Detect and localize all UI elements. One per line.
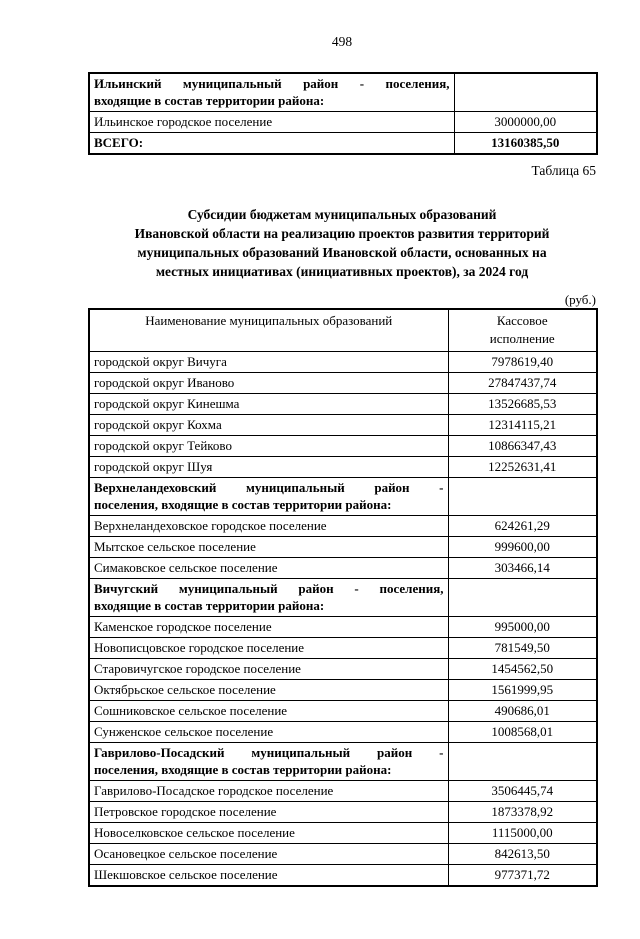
municipality-name-cell: Мытское сельское поселение	[89, 537, 448, 558]
value-cell: 999600,00	[448, 537, 597, 558]
table-row	[89, 73, 597, 112]
title-line: местных инициативах (инициативных проектов), за 2024 год	[155, 264, 529, 279]
table-row	[89, 701, 597, 722]
section-header-line: поселения, входящие в состав территории района:	[94, 762, 392, 777]
municipality-name-cell	[89, 73, 454, 112]
value-cell	[448, 478, 597, 516]
value-cell: 12314115,21	[448, 415, 597, 436]
ilinsky-district-table	[88, 72, 598, 155]
municipality-name-cell: городской округ Иваново	[89, 373, 448, 394]
table-row	[89, 823, 597, 844]
value-cell	[454, 73, 597, 112]
table-row	[89, 457, 597, 478]
municipality-name-cell: Осановецкое сельское поселение	[89, 844, 448, 865]
page-number: 498	[331, 34, 353, 49]
table-row	[89, 743, 597, 781]
section-header-line: входящие в состав территории района:	[94, 598, 325, 613]
municipality-name-cell	[89, 478, 448, 516]
value-cell: 10866347,43	[448, 436, 597, 457]
municipality-name-cell: Каменское городское поселение	[89, 617, 448, 638]
table-row	[89, 638, 597, 659]
municipality-name-cell: городской округ Кинешма	[89, 394, 448, 415]
value-cell: 995000,00	[448, 617, 597, 638]
municipality-name-cell: Сошниковское сельское поселение	[89, 701, 448, 722]
table-row	[89, 112, 597, 133]
title-line: муниципальных образований Ивановской области, основанных на	[137, 245, 547, 260]
table-row	[89, 436, 597, 457]
municipality-name-cell: Ильинское городское поселение	[89, 112, 454, 133]
section-header-line: Ильинский муниципальный район - поселения,	[94, 76, 450, 91]
value-cell: 490686,01	[448, 701, 597, 722]
value-cell: 13526685,53	[448, 394, 597, 415]
table-row	[89, 680, 597, 701]
table-row	[89, 617, 597, 638]
value-cell: 13160385,50	[454, 133, 597, 155]
value-cell: 1873378,92	[448, 802, 597, 823]
municipality-name-cell: Симаковское сельское поселение	[89, 558, 448, 579]
section-header-line: Верхнеландеховский муниципальный район -	[94, 480, 444, 495]
value-cell: 1008568,01	[448, 722, 597, 743]
document-page	[88, 34, 596, 887]
value-cell: 303466,14	[448, 558, 597, 579]
value-cell: 7978619,40	[448, 352, 597, 373]
municipality-name-cell: городской округ Тейково	[89, 436, 448, 457]
value-cell	[448, 579, 597, 617]
municipality-name-cell	[89, 579, 448, 617]
municipality-name-cell: городской округ Шуя	[89, 457, 448, 478]
municipality-name-cell: ВСЕГО:	[89, 133, 454, 155]
table-row	[89, 373, 597, 394]
section-header-line: Гаврилово-Посадский муниципальный район -	[94, 745, 444, 760]
municipality-name-cell: Старовичугское городское поселение	[89, 659, 448, 680]
column-header-value	[448, 309, 597, 352]
municipality-name-cell: Верхнеландеховское городское поселение	[89, 516, 448, 537]
section-header-line: входящие в состав территории района:	[94, 93, 325, 108]
value-cell	[448, 743, 597, 781]
municipality-name-cell: Гаврилово-Посадское городское поселение	[89, 781, 448, 802]
table-row	[89, 579, 597, 617]
table-row	[89, 394, 597, 415]
municipality-name-cell	[89, 743, 448, 781]
municipality-name-cell: Новописцовское городское поселение	[89, 638, 448, 659]
municipality-name-cell: Шекшовское сельское поселение	[89, 865, 448, 887]
value-cell: 3506445,74	[448, 781, 597, 802]
table-row	[89, 537, 597, 558]
table-row	[89, 865, 597, 887]
table-row	[89, 844, 597, 865]
table-row	[89, 802, 597, 823]
main-table-body	[89, 309, 597, 886]
header-row	[89, 309, 597, 352]
value-cell: 3000000,00	[454, 112, 597, 133]
value-cell: 781549,50	[448, 638, 597, 659]
municipality-name-cell: Новоселковское сельское поселение	[89, 823, 448, 844]
value-cell: 624261,29	[448, 516, 597, 537]
municipality-name-cell: Сунженское сельское поселение	[89, 722, 448, 743]
table-row	[89, 722, 597, 743]
section-header-line: Вичугский муниципальный район - поселения,	[94, 581, 444, 596]
column-header-value-line: Кассовое	[496, 313, 548, 328]
section-header-line: поселения, входящие в состав территории района:	[94, 497, 392, 512]
table-row	[89, 781, 597, 802]
title-line: Субсидии бюджетам муниципальных образований	[187, 207, 497, 222]
municipality-name-cell: городской округ Кохма	[89, 415, 448, 436]
value-cell: 1115000,00	[448, 823, 597, 844]
table-row	[89, 478, 597, 516]
table-row	[89, 352, 597, 373]
table-row	[89, 558, 597, 579]
unit-label: (руб.)	[564, 292, 596, 307]
table-row	[89, 133, 597, 155]
value-cell: 12252631,41	[448, 457, 597, 478]
value-cell: 977371,72	[448, 865, 597, 887]
title-line: Ивановской области на реализацию проектов развития территорий	[134, 226, 550, 241]
municipality-name-cell: Октябрьское сельское поселение	[89, 680, 448, 701]
value-cell: 1454562,50	[448, 659, 597, 680]
value-cell: 1561999,95	[448, 680, 597, 701]
municipality-name-cell: городской округ Вичуга	[89, 352, 448, 373]
value-cell: 842613,50	[448, 844, 597, 865]
table-row	[89, 659, 597, 680]
top-table-body	[89, 73, 597, 154]
table-row	[89, 415, 597, 436]
document-title	[88, 205, 596, 281]
municipality-name-cell: Петровское городское поселение	[89, 802, 448, 823]
value-cell: 27847437,74	[448, 373, 597, 394]
subsidies-table	[88, 308, 598, 887]
column-header-name: Наименование муниципальных образований	[89, 309, 448, 352]
column-header-value-line: исполнение	[489, 331, 555, 346]
table-row	[89, 516, 597, 537]
table-label: Таблица 65	[531, 163, 596, 178]
